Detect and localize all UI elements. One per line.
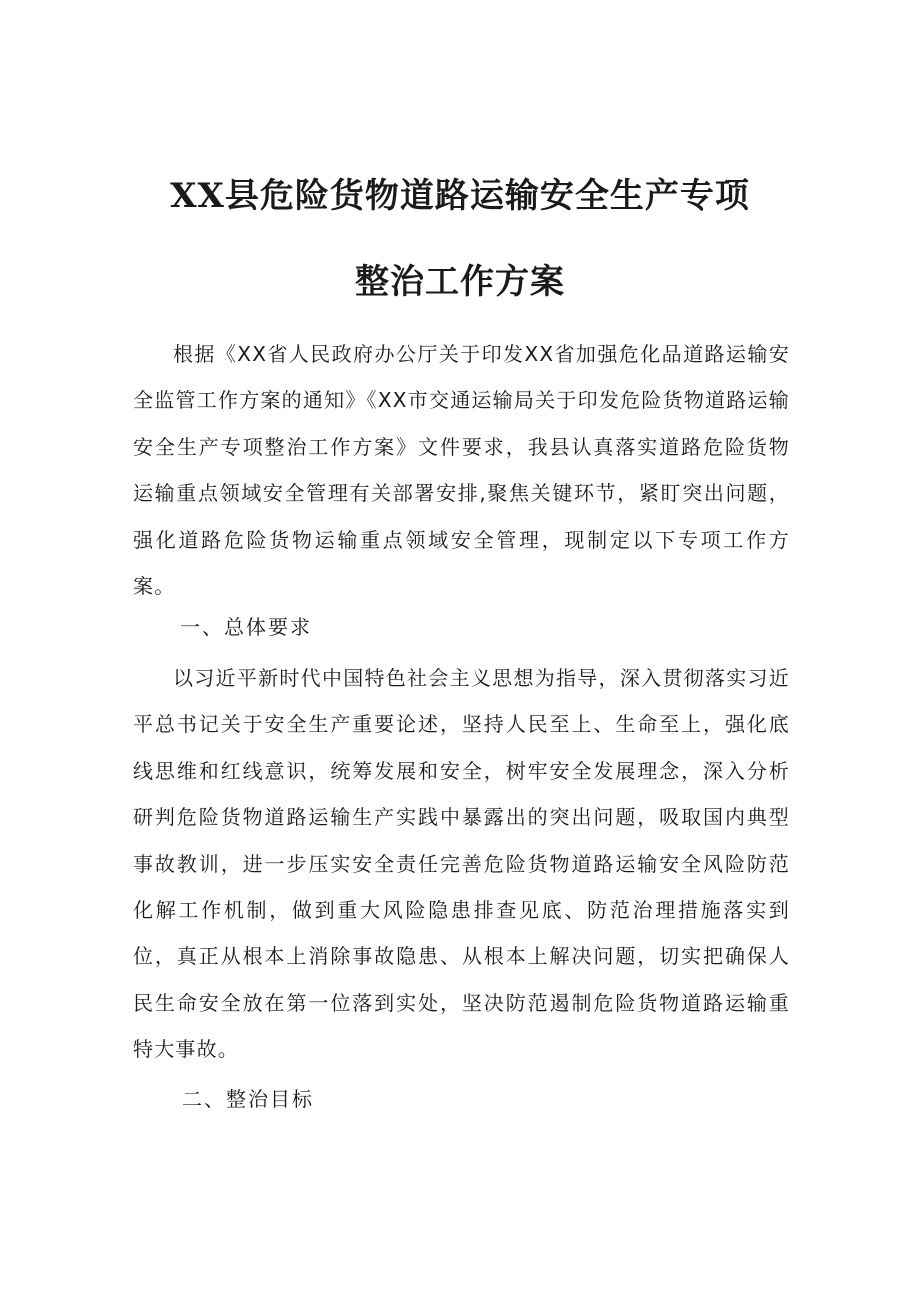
section-2-heading: 二、整治目标: [182, 1087, 314, 1111]
document-title-line-2: 整治工作方案: [355, 262, 565, 302]
intro-paragraph: 根据《XX省人民政府办公厅关于印发XX省加强危化品道路运输安全监管工作方案的通知》《XX市交通运输局关于印发危险货物道路运输安全生产专项整治工作方案》文件要求，我县认真落实道路危险货物运输重点领域安全管理有关部署安排,聚焦关键环节，紧盯突出问题，强化道路危险货物运输重点领域安全管理，现制定以下专项工作方案。: [133, 342, 790, 599]
section-1-paragraph: 以习近平新时代中国特色社会主义思想为指导，深入贯彻落实习近平总书记关于安全生产重要论述，坚持人民至上、生命至上，强化底线思维和红线意识，统筹发展和安全，树牢安全发展理念，深入分析研判危险货物道路运输生产实践中暴露出的突出问题，吸取国内典型事故教训，进一步压实安全责任完善危险货物道路运输安全风险防范化解工作机制，做到重大风险隐患排查见底、防范治理措施落实到位，真正从根本上消除事故隐患、从根本上解决问题，切实把确保人民生命安全放在第一位落到实处，坚决防范遏制危险货物道路运输重特大事故。: [133, 666, 790, 1062]
section-1-heading: 一、总体要求: [180, 615, 312, 639]
document-title-line-1: XX县危险货物道路运输安全生产专项: [170, 176, 750, 216]
